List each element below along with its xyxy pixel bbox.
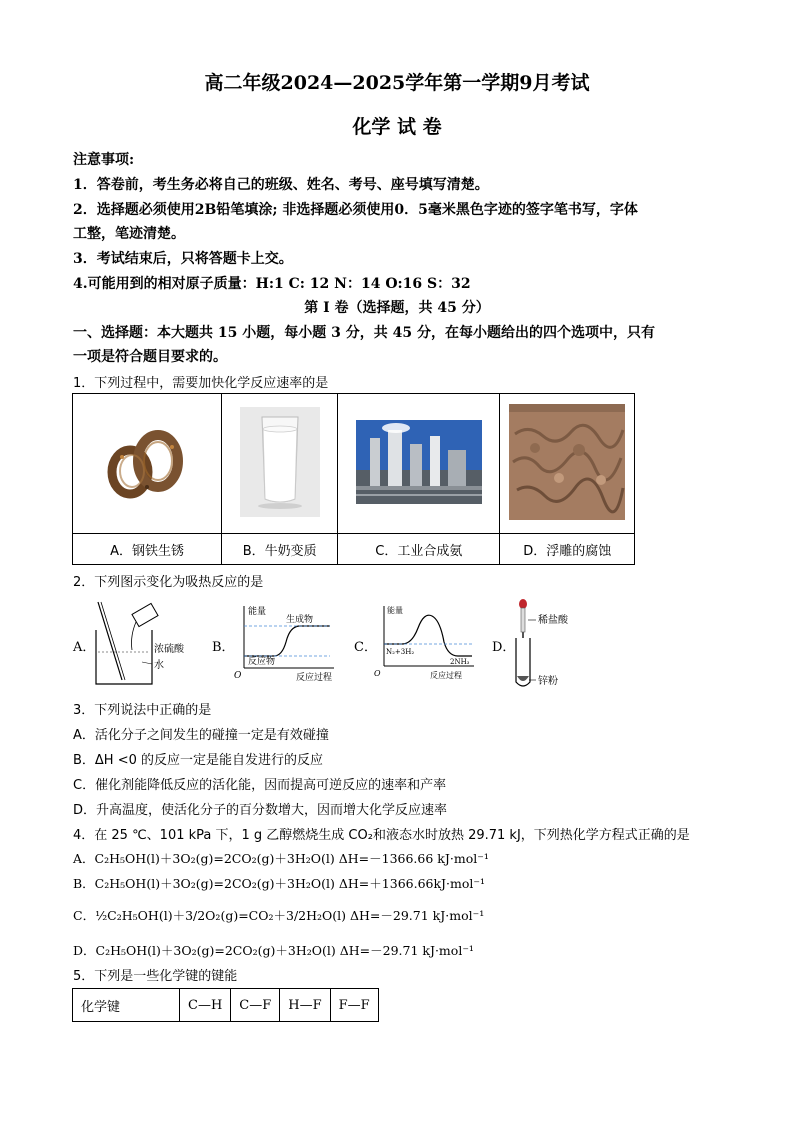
q3-option-a: A．活化分子之间发生的碰撞一定是有效碰撞: [73, 728, 329, 743]
q3-stem: 3．下列说法中正确的是: [73, 703, 212, 718]
q1-option-c: C．工业合成氨: [338, 534, 500, 565]
q2-option-c-label: C．: [354, 640, 377, 655]
q1-option-a: A．钢铁生锈: [73, 534, 222, 565]
q2-c-xaxis: 反应过程: [430, 671, 462, 680]
q2-c-energy-diagram: [372, 602, 480, 682]
q2-b-xaxis: 反应过程: [296, 673, 333, 683]
q4-option-b: B．C₂H₅OH(l)＋3O₂(g)=2CO₂(g)＋3H₂O(l) ΔH=＋1366.66kJ·mol⁻¹: [73, 876, 486, 891]
q2-stem: 2．下列图示变化为吸热反应的是: [73, 575, 264, 590]
section-instruction-b: 一项是符合题目要求的。: [73, 349, 227, 365]
q2-a-acid-label: 浓硫酸: [154, 644, 184, 655]
q5-stem: 5．下列是一些化学键的键能: [73, 969, 238, 984]
ammonia-plant-image: [338, 394, 500, 534]
table-header-cell: C—H: [180, 989, 231, 1022]
table-header-cell: F—F: [330, 989, 378, 1022]
q4-stem: 4．在 25 ℃、101 kPa 下，1 g 乙醇燃烧生成 CO₂和液态水时放热 29.71 kJ，下列热化学方程式正确的是: [73, 828, 690, 843]
relief-carving-image: [500, 394, 635, 534]
q2-c-origin: O: [374, 669, 381, 678]
q2-option-a-label: A．: [73, 640, 96, 655]
q1-option-b: B．牛奶变质: [222, 534, 338, 565]
q4-option-a: A．C₂H₅OH(l)＋3O₂(g)=2CO₂(g)＋3H₂O(l) ΔH=－1366.66 kJ·mol⁻¹: [73, 851, 489, 866]
q2-b-energy-axis: 能量: [248, 607, 267, 617]
q2-c-energy-axis: 能量: [387, 606, 403, 615]
q2-b-origin: O: [234, 671, 242, 681]
q2-a-dilution-diagram: [92, 600, 192, 688]
notice-item-3: 3．考试结束后，只将答题卡上交。: [73, 251, 293, 267]
q2-d-zinc-label: 锌粉: [538, 676, 558, 687]
q2-b-energy-diagram: [230, 602, 340, 684]
q4-option-d: D．C₂H₅OH(l)＋3O₂(g)=2CO₂(g)＋3H₂O(l) ΔH=－29.71 kJ·mol⁻¹: [73, 943, 474, 958]
q3-option-c: C．催化剂能降低反应的活化能，因而提高可逆反应的速率和产率: [73, 778, 447, 793]
q1-picture-table: [72, 393, 635, 565]
notice-item-2b: 工整，笔迹清楚。: [73, 226, 185, 242]
notice-heading: 注意事项:: [73, 152, 135, 168]
q1-stem: 1．下列过程中，需要加快化学反应速率的是: [73, 376, 329, 391]
q1-option-d: D．浮雕的腐蚀: [500, 534, 635, 565]
section-instruction-a: 一、选择题：本大题共 15 小题，每小题 3 分，共 45 分，在每小题给出的四个选项中，只有: [73, 325, 655, 341]
notice-item-2a: 2．选择题必须使用2B铅笔填涂; 非选择题必须使用0．5毫米黑色字迹的签字笔书写，字体: [73, 202, 638, 218]
table-header-cell: C—F: [231, 989, 280, 1022]
q3-option-d: D．升高温度，使活化分子的百分数增大，因而增大化学反应速率: [73, 803, 448, 818]
q2-b-product: 生成物: [286, 615, 314, 625]
q2-option-d-label: D．: [492, 640, 516, 655]
q4-option-c: C．½C₂H₅OH(l)＋3/2O₂(g)=CO₂＋3/2H₂O(l) ΔH=－29.71 kJ·mol⁻¹: [73, 908, 485, 923]
q2-c-product: 2NH₃: [450, 658, 470, 666]
exam-subtitle: 化学 试 卷: [352, 116, 442, 138]
section-title: 第 I 卷（选择题，共 45 分）: [304, 300, 490, 316]
table-header-cell: 化学键: [73, 989, 180, 1022]
q2-a-water-label: 水: [154, 660, 164, 671]
q2-d-acid-label: 稀盐酸: [538, 615, 568, 626]
rusty-steel-image: [73, 394, 222, 534]
table-header-cell: H—F: [280, 989, 330, 1022]
q2-c-reactant: N₂+3H₂: [386, 648, 415, 656]
milk-glass-image: [222, 394, 338, 534]
notice-item-4: 4.可能用到的相对原子质量：H:1 C: 12 N：14 O:16 S：32: [73, 276, 471, 292]
q2-b-reactant: 反应物: [248, 657, 276, 667]
bond-energy-table: [72, 988, 379, 1022]
table-row: [73, 989, 379, 1022]
q2-option-b-label: B．: [212, 640, 235, 655]
exam-title: 高二年级2024—2025学年第一学期9月考试: [204, 72, 590, 94]
q2-d-test-tube-diagram: [510, 596, 600, 690]
notice-item-1: 1．答卷前，考生务必将自己的班级、姓名、考号、座号填写清楚。: [73, 177, 489, 193]
q3-option-b: B．ΔH <0 的反应一定是能自发进行的反应: [73, 753, 324, 768]
